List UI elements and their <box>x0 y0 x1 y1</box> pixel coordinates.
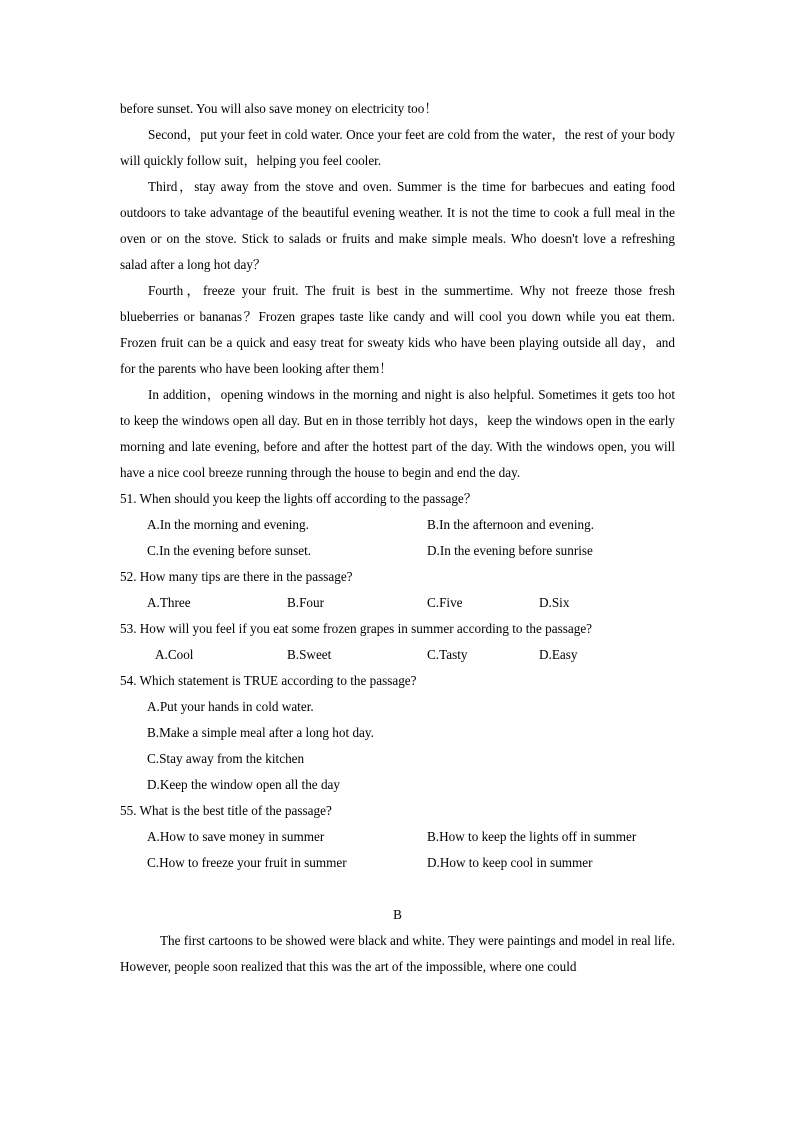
question-52-stem: 52. How many tips are there in the passage? <box>120 569 353 584</box>
question-51-options-row-1 <box>120 512 675 538</box>
question-55-options-row-1 <box>120 824 675 850</box>
question-54-option-d: D.Keep the window open all the day <box>147 777 340 792</box>
passage-a-paragraph-5: In addition，opening windows in the morning and night is also helpful. Sometimes it gets too hot to keep the windows open all day. But en in those terribly hot days，keep the windows open in the early morning and late evening, before and after the hottest part of the day. With the windows open, you will have a nice cool breeze running through the house to begin and end the day. <box>120 387 675 480</box>
question-54-option-b: B.Make a simple meal after a long hot day. <box>147 725 374 740</box>
question-54-stem: 54. Which statement is TRUE according to the passage? <box>120 673 417 688</box>
question-55-option-b: B.How to keep the lights off in summer <box>427 829 637 844</box>
question-52-option-c: C.Five <box>427 595 463 610</box>
question-54-option-c: C.Stay away from the kitchen <box>147 751 305 766</box>
passage-a-paragraph-3: Third，stay away from the stove and oven. Summer is the time for barbecues and eating food outdoors to take advantage of the beautiful evening weather. It is not the time to cook a full meal in the oven or on the stove. Stick to salads or fruits and make simple meals. Who doesn't love a refreshing salad after a long hot day？ <box>120 179 675 272</box>
question-51-options-row-2 <box>120 538 675 564</box>
question-55-option-a: A.How to save money in summer <box>147 829 325 844</box>
passage-a-paragraph-4: Fourth，freeze your fruit. The fruit is best in the summertime. Why not freeze those fresh blueberries or bananas？Frozen grapes taste like candy and will cool you down while you eat them. Frozen fruit can be a quick and easy treat for sweaty kids who have been playing outside all day，and for the parents who have been looking after them！ <box>120 283 675 376</box>
question-55-option-d: D.How to keep cool in summer <box>427 855 593 870</box>
question-51-stem: 51. When should you keep the lights off according to the passage？ <box>120 491 477 506</box>
passage-a-paragraph-2: Second，put your feet in cold water. Once your feet are cold from the water，the rest of your body will quickly follow suit，helping you feel cooler. <box>120 127 675 168</box>
question-53-option-a: A.Cool <box>155 647 194 662</box>
question-51-option-b: B.In the afternoon and evening. <box>427 517 594 532</box>
question-55-stem: 55. What is the best title of the passage? <box>120 803 332 818</box>
question-53-stem: 53. How will you feel if you eat some frozen grapes in summer according to the passage? <box>120 621 593 636</box>
question-53-option-b: B.Sweet <box>287 647 332 662</box>
question-51-option-d: D.In the evening before sunrise <box>427 543 593 558</box>
question-53-option-d: D.Easy <box>539 647 578 662</box>
question-53-option-c: C.Tasty <box>427 647 468 662</box>
question-51-option-a: A.In the morning and evening. <box>147 517 309 532</box>
passage-b-paragraph-1: The first cartoons to be showed were black and white. They were paintings and model in real life. However, people soon realized that this was the art of the impossible, where one could <box>120 933 676 974</box>
question-52-options <box>120 590 675 616</box>
question-55-options-row-2 <box>120 850 675 876</box>
question-52-option-d: D.Six <box>539 595 570 610</box>
exam-page <box>120 96 675 980</box>
question-52-option-a: A.Three <box>147 595 191 610</box>
question-51-option-c: C.In the evening before sunset. <box>147 543 312 558</box>
question-53-options <box>120 642 675 668</box>
question-52-option-b: B.Four <box>287 595 325 610</box>
question-54-option-a: A.Put your hands in cold water. <box>147 699 314 714</box>
question-55-option-c: C.How to freeze your fruit in summer <box>147 855 347 870</box>
passage-a-paragraph-1: before sunset. You will also save money on electricity too！ <box>120 101 438 116</box>
passage-b-heading: B <box>393 907 402 922</box>
